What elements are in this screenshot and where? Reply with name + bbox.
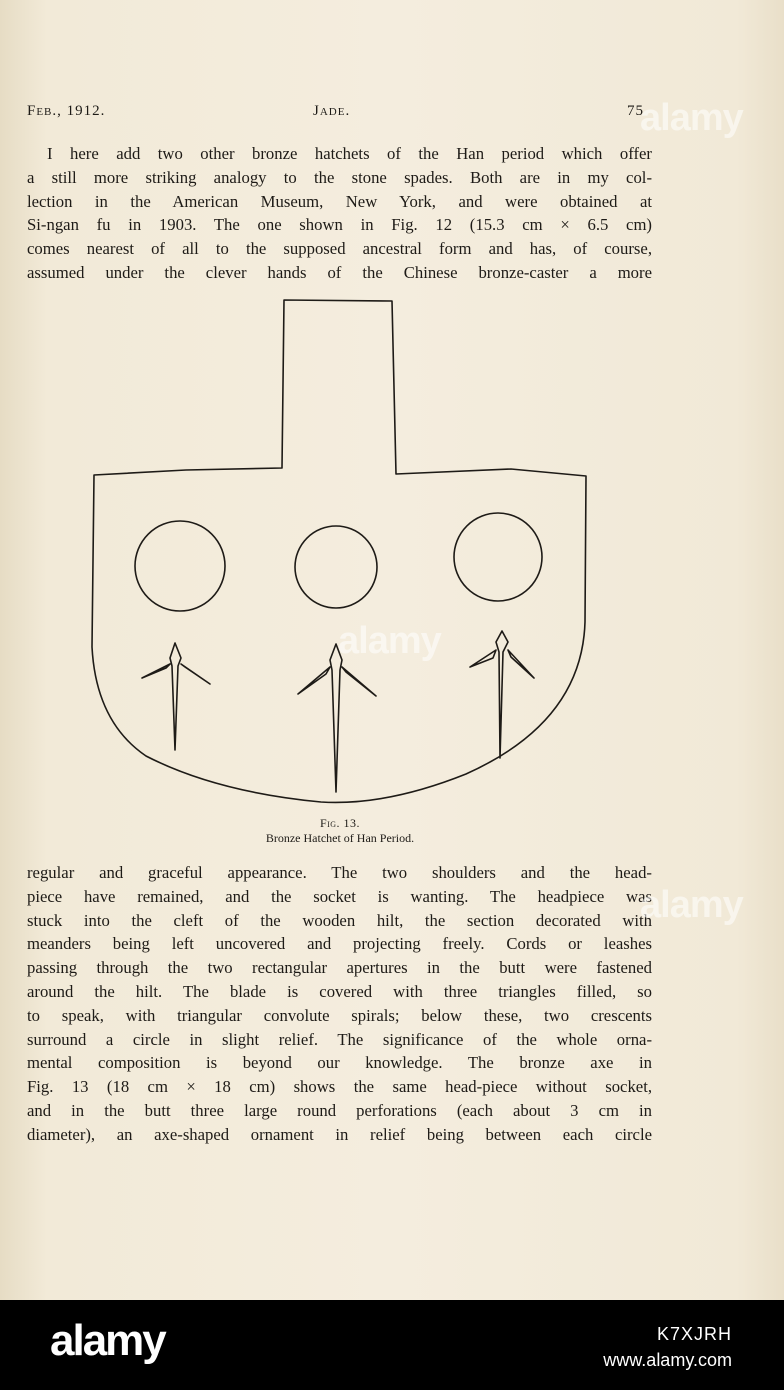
axe-ornament-left [142,643,210,750]
perforation-right [454,513,542,601]
text-line: to speak, with triangular convolute spirals; below these, two crescents [27,1005,652,1025]
perforation-left [135,521,225,611]
text-line: passing through the two rectangular apertures in the butt were fastened [27,958,652,978]
running-header [27,103,644,131]
image-id: K7XJRH [656,1324,732,1344]
text-line: meanders being left uncovered and projecting freely. Cords or leashes [27,934,652,954]
alamy-logo: alamy [50,1316,165,1365]
text-line: stuck into the cleft of the wooden hilt, the section decorated with [27,910,652,930]
text-line: a still more striking analogy to the stone spades. Both are in my col- [27,167,652,187]
text-line: and in the butt three large round perforations (each about 3 cm in [27,1100,652,1120]
paragraph-intro [27,142,652,285]
header-date: Feb., 1912. [27,103,106,119]
text-line: mental composition is beyond our knowledge. The bronze axe in [27,1053,652,1073]
perforation-center [295,526,377,608]
text-line: around the hilt. The blade is covered with three triangles filled, so [27,981,652,1001]
page-number: 75 [627,103,644,119]
hatchet-outline [92,300,586,802]
text-line: assumed under the clever hands of the Chinese bronze-caster a more [27,262,652,282]
site-url: www.alamy.com [603,1350,732,1370]
stock-footer-bar [0,1300,784,1390]
text-line: lection in the American Museum, New York, and were obtained at [27,191,652,211]
text-line: Si-ngan fu in 1903. The one shown in Fig. 12 (15.3 cm × 6.5 cm) [27,215,652,235]
text-line: I here add two other bronze hatchets of the Han period which offer [47,144,652,163]
watermark: alamy [640,97,743,139]
text-line: regular and graceful appearance. The two shoulders and the head- [27,863,652,882]
figure-caption: Bronze Hatchet of Han Period. [265,831,415,845]
watermark: alamy [640,884,743,926]
text-line: comes nearest of all to the supposed ancestral form and has, of course, [27,239,652,259]
figure-label: Fig. 13. [319,816,361,830]
header-title: Jade. [313,103,351,119]
text-line: surround a circle in slight relief. The significance of the whole orna- [27,1029,652,1049]
text-line: piece have remained, and the socket is wanting. The headpiece was [27,886,652,906]
axe-ornament-center [298,644,376,792]
bronze-hatchet-illustration [86,292,596,812]
text-line: diameter), an axe-shaped ornament in relief being between each circle [27,1124,652,1144]
paragraph-continued [27,861,652,1147]
text-line: Fig. 13 (18 cm × 18 cm) shows the same head-piece without socket, [27,1077,652,1097]
watermark: alamy [338,620,441,662]
